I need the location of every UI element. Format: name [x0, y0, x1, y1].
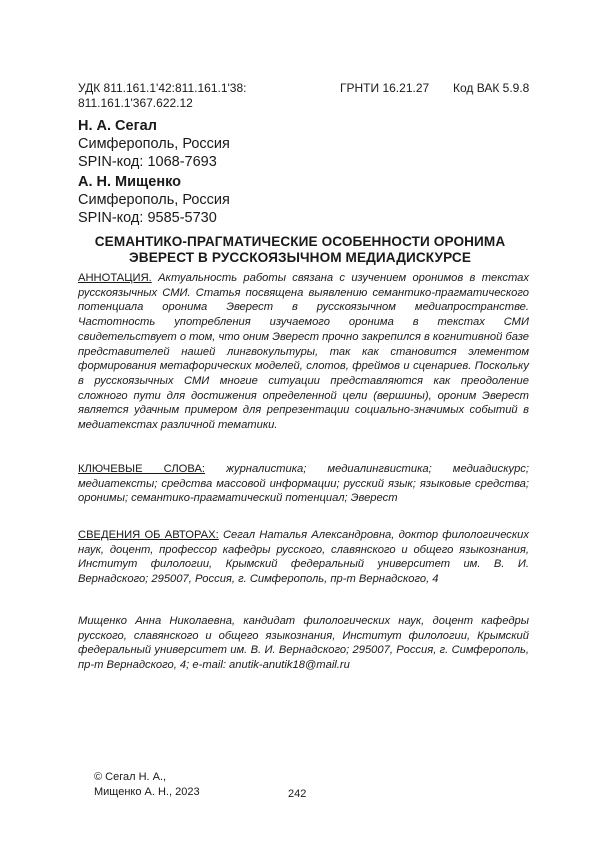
title-line-2: ЭВЕРЕСТ В РУССКОЯЗЫЧНОМ МЕДИАДИСКУРСЕ: [129, 250, 471, 265]
vak-code: Код ВАК 5.9.8: [453, 81, 530, 95]
keywords-label: КЛЮЧЕВЫЕ СЛОВА:: [78, 463, 206, 475]
udc-code: [78, 81, 318, 111]
keywords-text: журналистика; медиалингвистика; медиадискурс; медиатексты; средства массовой информации; русский язык; языковые средства; оронимы; семантико-прагматический потенциал; Эверест: [78, 463, 529, 505]
page-number: 242: [288, 788, 307, 800]
author-name: Н. А. Сегал: [78, 118, 157, 134]
udc-line-1: УДК 811.161.1'42:811.161.1'38:: [78, 81, 247, 95]
author-block-1: [78, 117, 230, 171]
keywords: [78, 462, 529, 506]
author-city: Симферополь, Россия: [78, 136, 230, 152]
abstract-text: Актуальность работы связана с изучением оронимов в текстах русскоязычных СМИ. Статья посвящена выявлению семантико-прагматического потенциала оронима Эверест в русскоязычном медиапространстве. Частотность употребления изучаемого оронима в текстах СМИ свидетельствует о том, что оним Эверест прочно закрепился в когнитивной базе представителей нашей лингвокультуры, так как становится элементом формирования метафорических моделей, слотов, фреймов и сценариев. Поскольку в русскоязычных СМИ многие ситуации представляются как преодоление сложного пути для достижения определенной цели (вершины), ороним Эверест является удачным примером для репрезентации социально-значимых событий в медиатекстах различной тематики.: [78, 272, 530, 432]
copyright-line-1: © Сегал Н. А.,: [94, 771, 167, 783]
authors-info: [78, 528, 529, 587]
author-info-1: Сегал Наталья Александровна, доктор филологических наук, доцент, профессор кафедры русского, славянского и общего языкознания, Институт филологии, Крымский федеральный университет им. В. И. Вернадского; 295007, Россия, г. Симферополь, пр-т Вернадского, 4: [78, 529, 529, 586]
grnti-code: ГРНТИ 16.21.27: [340, 81, 430, 95]
abstract: [78, 271, 529, 433]
author-spin: SPIN-код: 1068-7693: [78, 154, 217, 170]
authors-info-label: СВЕДЕНИЯ ОБ АВТОРАХ:: [78, 529, 219, 541]
author-block-2: [78, 173, 230, 227]
udc-line-2: 811.161.1'367.622.12: [78, 96, 193, 110]
author-name: А. Н. Мищенко: [78, 174, 182, 190]
author-spin: SPIN-код: 9585-5730: [78, 210, 217, 226]
author-city: Симферополь, Россия: [78, 192, 230, 208]
title-line-1: СЕМАНТИКО-ПРАГМАТИЧЕСКИЕ ОСОБЕННОСТИ ОРОНИМА: [94, 234, 506, 249]
article-title: [70, 234, 530, 266]
copyright-notice: [94, 770, 200, 800]
abstract-label: АННОТАЦИЯ.: [78, 272, 152, 284]
author-info-2: Мищенко Анна Николаевна, кандидат филологических наук, доцент кафедры русского, славянского и общего языкознания, Институт филологии, Крымский федеральный университет им. В. И. Вернадского; 295007, Россия, г. Симферополь, пр-т Вернадского, 4; e-mail: anutik-anutik18@mail.ru: [78, 615, 529, 672]
copyright-line-2: Мищенко А. Н., 2023: [94, 786, 200, 798]
